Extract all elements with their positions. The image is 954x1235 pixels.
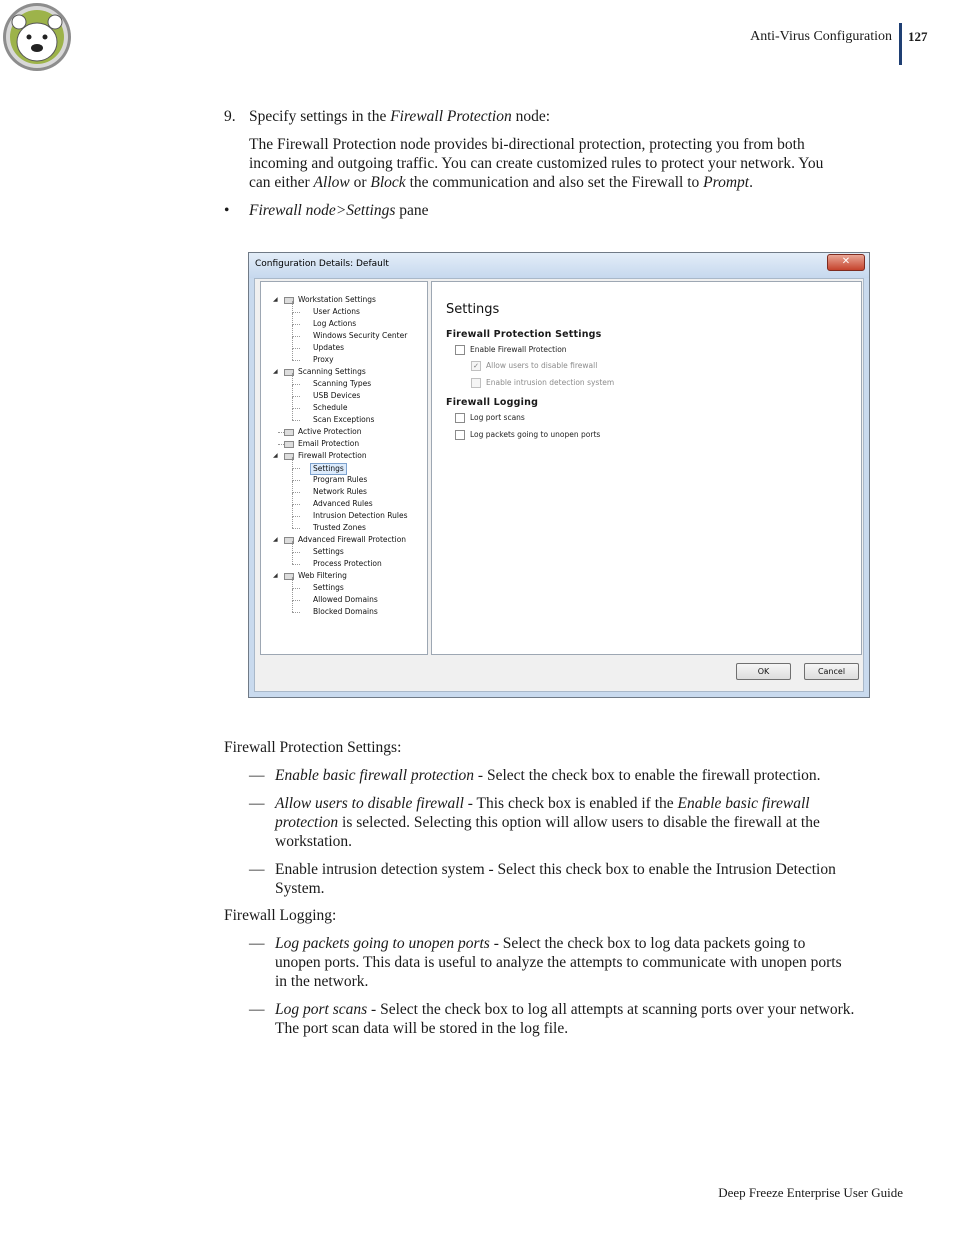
settings-title: Settings: [446, 302, 500, 317]
running-footer: Deep Freeze Enterprise User Guide: [718, 1185, 903, 1200]
tree-item[interactable]: Settings: [313, 583, 344, 592]
tree-item[interactable]: Advanced Rules: [313, 499, 373, 508]
dialog-body: [254, 278, 864, 692]
tree-connector: [292, 552, 300, 553]
tree-item[interactable]: Program Rules: [313, 475, 368, 484]
tree-item[interactable]: Blocked Domains: [313, 607, 378, 616]
tree-item[interactable]: Allowed Domains: [313, 595, 378, 604]
tree-connector: [292, 600, 300, 601]
tree-connector: [292, 601, 293, 612]
fw-settings-heading: Firewall Protection Settings:: [224, 739, 402, 756]
tree-item[interactable]: Windows Security Center: [313, 331, 408, 340]
tree-connector: [292, 469, 293, 481]
description-line: can either Allow or Block the communication and also set the Firewall to Prompt.: [249, 174, 753, 191]
tree-connector: [292, 325, 293, 337]
tree-connector: [292, 397, 293, 409]
tree-connector: [292, 504, 300, 505]
tree-connector: [292, 480, 300, 481]
dash-marker: —: [249, 861, 265, 878]
tree-connector: [292, 301, 293, 313]
tree-item[interactable]: Scanning Settings: [298, 367, 366, 376]
dialog-title: Configuration Details: Default: [255, 259, 389, 269]
tree-item[interactable]: Settings: [313, 547, 344, 556]
tree-connector: [292, 336, 300, 337]
tree-connector: [292, 385, 293, 397]
step-instruction: Specify settings in the Firewall Protection node:: [249, 108, 551, 125]
step-number: 9.: [224, 108, 236, 125]
bullet-text: Firewall node>Settings pane: [249, 202, 429, 219]
tree-expand-arrow-icon[interactable]: ◢: [273, 536, 278, 543]
fw-item-ids-line2: System.: [275, 880, 325, 897]
log-port-scans-checkbox[interactable]: [455, 413, 465, 423]
tree-expand-arrow-icon[interactable]: ◢: [273, 452, 278, 459]
tree-item[interactable]: Settings: [310, 463, 347, 475]
tree-item[interactable]: Email Protection: [298, 439, 360, 448]
tree-connector: [292, 373, 293, 385]
tree-item[interactable]: USB Devices: [313, 391, 361, 400]
tree-connector: [292, 384, 300, 385]
ok-button[interactable]: OK: [736, 663, 791, 680]
enable-firewall-checkbox[interactable]: [455, 345, 465, 355]
dash-marker: —: [249, 767, 265, 784]
dash-marker: —: [249, 935, 265, 952]
description-line: incoming and outgoing traffic. You can create customized rules to protect your network. You: [249, 155, 824, 172]
tree-connector: [292, 577, 293, 589]
settings-pane: [431, 281, 862, 655]
tree-item[interactable]: Scan Exceptions: [313, 415, 375, 424]
tree-node-icon: [284, 441, 294, 448]
tree-expand-arrow-icon[interactable]: ◢: [273, 296, 278, 303]
tree-connector: [292, 553, 293, 564]
log-item-port-scans: Log port scans - Select the check box to log all attempts at scanning ports over your network.: [275, 1001, 855, 1018]
tree-connector: [292, 541, 293, 553]
tree-connector: [292, 324, 300, 325]
fw-item-allow-disable: Allow users to disable firewall - This check box is enabled if the Enable basic firewall: [275, 795, 810, 812]
tree-connector: [292, 516, 300, 517]
fw-item-enable-basic: Enable basic firewall protection - Select the check box to enable the firewall protection.: [275, 767, 821, 784]
tree-connector: [292, 420, 300, 421]
firewall-protection-settings-heading: Firewall Protection Settings: [446, 329, 602, 340]
dash-marker: —: [249, 795, 265, 812]
tree-item[interactable]: Updates: [313, 343, 345, 352]
fw-item-ids: Enable intrusion detection system - Select this check box to enable the Intrusion Detection: [275, 861, 836, 878]
dialog-titlebar: [249, 253, 869, 278]
settings-tree: [260, 281, 428, 655]
polar-bear-logo-icon: [2, 2, 72, 72]
page-number: 127: [908, 29, 928, 44]
tree-item[interactable]: Web Filtering: [298, 571, 347, 580]
tree-item[interactable]: User Actions: [313, 307, 360, 316]
enable-ids-checkbox[interactable]: [471, 378, 481, 388]
tree-item[interactable]: Proxy: [313, 355, 334, 364]
configuration-dialog: [248, 252, 870, 698]
description-line: The Firewall Protection node provides bi-directional protection, protecting you from both: [249, 136, 805, 153]
allow-disable-firewall-label: Allow users to disable firewall: [486, 361, 598, 370]
tree-item[interactable]: Log Actions: [313, 319, 357, 328]
running-header-title: Anti-Virus Configuration: [750, 29, 892, 44]
log-port-scans-label: Log port scans: [470, 413, 525, 422]
tree-item[interactable]: Firewall Protection: [298, 451, 367, 460]
tree-connector: [292, 360, 300, 361]
tree-expand-arrow-icon[interactable]: ◢: [273, 572, 278, 579]
tree-connector: [292, 457, 293, 469]
tree-connector: [292, 517, 293, 528]
fw-item-allow-disable-line2: protection is selected. Selecting this option will allow users to disable the firewall at the: [275, 814, 820, 831]
tree-expand-arrow-icon[interactable]: ◢: [273, 368, 278, 375]
tree-connector: [292, 337, 293, 349]
tree-connector: [292, 492, 300, 493]
close-icon[interactable]: ✕: [827, 254, 865, 271]
tree-connector: [292, 396, 300, 397]
tree-connector: [292, 481, 293, 493]
dash-marker: —: [249, 1001, 265, 1018]
cancel-button[interactable]: Cancel: [804, 663, 859, 680]
tree-connector: [292, 589, 293, 601]
header-divider: [899, 23, 902, 65]
log-unopen-ports-label: Log packets going to unopen ports: [470, 430, 601, 439]
tree-connector: [292, 348, 300, 349]
tree-connector: [292, 313, 293, 325]
tree-item[interactable]: Advanced Firewall Protection: [298, 535, 407, 544]
firewall-logging-heading: Firewall Logging: [446, 397, 539, 408]
tree-connector: [292, 409, 293, 420]
tree-item[interactable]: Process Protection: [313, 559, 382, 568]
tree-item[interactable]: Network Rules: [313, 487, 367, 496]
log-item-unopen: Log packets going to unopen ports - Select the check box to log data packets going to: [275, 935, 806, 952]
tree-connector: [292, 564, 300, 565]
tree-connector: [292, 528, 300, 529]
tree-connector: [292, 612, 300, 613]
tree-connector: [292, 408, 300, 409]
log-unopen-ports-checkbox[interactable]: [455, 430, 465, 440]
tree-connector: [292, 349, 293, 360]
log-item-port-scans-line2: The port scan data will be stored in the log file.: [275, 1020, 569, 1037]
tree-item[interactable]: Schedule: [313, 403, 348, 412]
tree-connector: [292, 312, 300, 313]
fw-item-allow-disable-line3: workstation.: [275, 833, 353, 850]
tree-item[interactable]: Scanning Types: [313, 379, 372, 388]
tree-connector: [292, 468, 300, 469]
log-item-unopen-line3: in the network.: [275, 973, 369, 990]
tree-connector: [292, 505, 293, 517]
fw-logging-heading: Firewall Logging:: [224, 907, 337, 924]
enable-firewall-label: Enable Firewall Protection: [470, 345, 567, 354]
tree-item[interactable]: Trusted Zones: [313, 523, 366, 532]
tree-item[interactable]: Active Protection: [298, 427, 362, 436]
tree-connector: [292, 588, 300, 589]
tree-item[interactable]: Intrusion Detection Rules: [313, 511, 408, 520]
tree-node-icon: [284, 429, 294, 436]
tree-item[interactable]: Workstation Settings: [298, 295, 376, 304]
tree-connector: [292, 493, 293, 505]
enable-ids-label: Enable intrusion detection system: [486, 378, 615, 387]
allow-disable-firewall-checkbox[interactable]: ✓: [471, 361, 481, 371]
log-item-unopen-line2: unopen ports. This data is useful to analyze the attempts to communicate with unopen ports: [275, 954, 842, 971]
bullet: •: [224, 202, 230, 219]
